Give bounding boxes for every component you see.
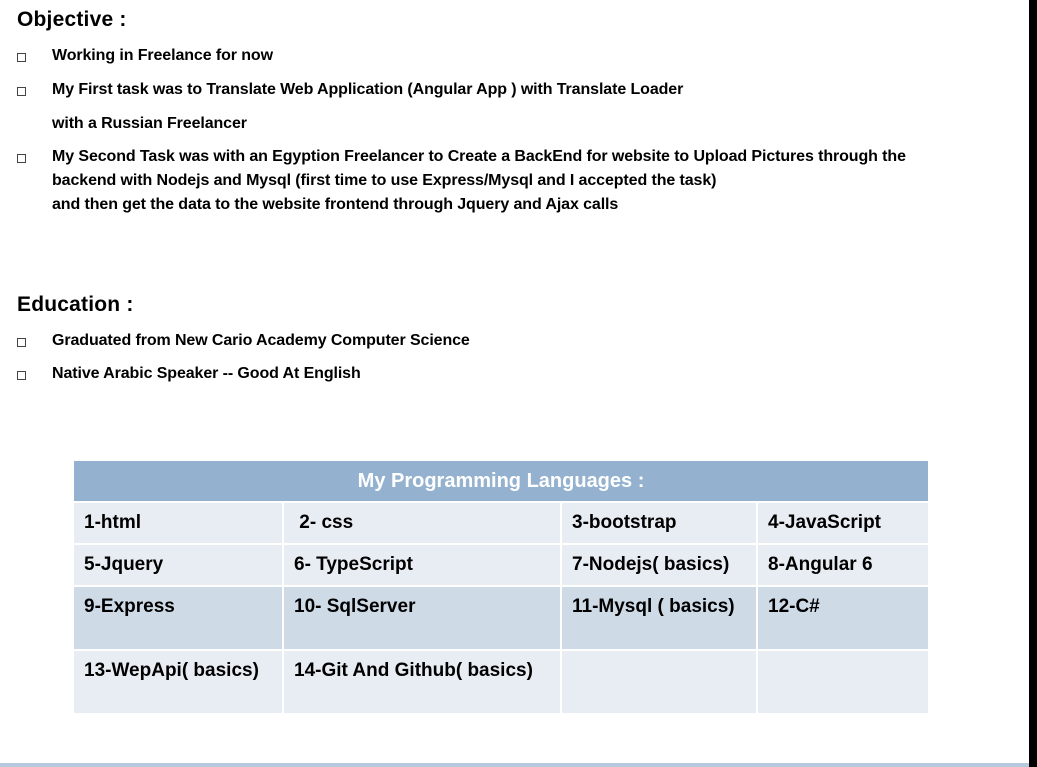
objective-item-3-line-2: backend with Nodejs and Mysql (first time to use Express/Mysql and I accepted the task) [52, 172, 717, 189]
table-cell: 12-C# [757, 586, 928, 650]
bullet-square-icon [17, 371, 26, 380]
table-cell: 13-WepApi( basics) [74, 650, 283, 713]
table-cell: 4-JavaScript [757, 502, 928, 544]
bullet-square-icon [17, 87, 26, 96]
objective-item-3-line-1: My Second Task was with an Egyption Freelancer to Create a BackEnd for website to Upload Pictures through the [52, 148, 906, 165]
bottom-divider [0, 763, 1029, 767]
objective-item-1: Working in Freelance for now [52, 47, 273, 64]
bullet-square-icon [17, 338, 26, 347]
table-row [74, 586, 928, 650]
bullet-square-icon [17, 53, 26, 62]
objective-heading: Objective : [17, 8, 127, 31]
table-cell: 7-Nodejs( basics) [561, 544, 757, 586]
table-cell: 10- SqlServer [283, 586, 561, 650]
table-cell: 6- TypeScript [283, 544, 561, 586]
table-cell: 9-Express [74, 586, 283, 650]
table-row [74, 544, 928, 586]
bullet-square-icon [17, 154, 26, 163]
education-item-2: Native Arabic Speaker -- Good At English [52, 365, 361, 382]
languages-table [74, 461, 928, 713]
table-row [74, 502, 928, 544]
table-cell [757, 650, 928, 713]
objective-item-2-line-1: My First task was to Translate Web Application (Angular App ) with Translate Loader [52, 81, 684, 98]
table-cell: 1-html [74, 502, 283, 544]
table-cell: 5-Jquery [74, 544, 283, 586]
table-cell: 11-Mysql ( basics) [561, 586, 757, 650]
education-item-1: Graduated from New Cario Academy Computer Science [52, 332, 470, 349]
education-heading: Education : [17, 293, 134, 316]
languages-table-title: My Programming Languages : [74, 461, 928, 502]
table-row [74, 650, 928, 713]
objective-item-3-line-3: and then get the data to the website frontend through Jquery and Ajax calls [52, 196, 619, 213]
objective-item-2-line-2: with a Russian Freelancer [52, 115, 247, 132]
table-cell: 8-Angular 6 [757, 544, 928, 586]
table-cell [561, 650, 757, 713]
table-cell: 2- css [283, 502, 561, 544]
table-cell: 3-bootstrap [561, 502, 757, 544]
table-cell: 14-Git And Github( basics) [283, 650, 561, 713]
